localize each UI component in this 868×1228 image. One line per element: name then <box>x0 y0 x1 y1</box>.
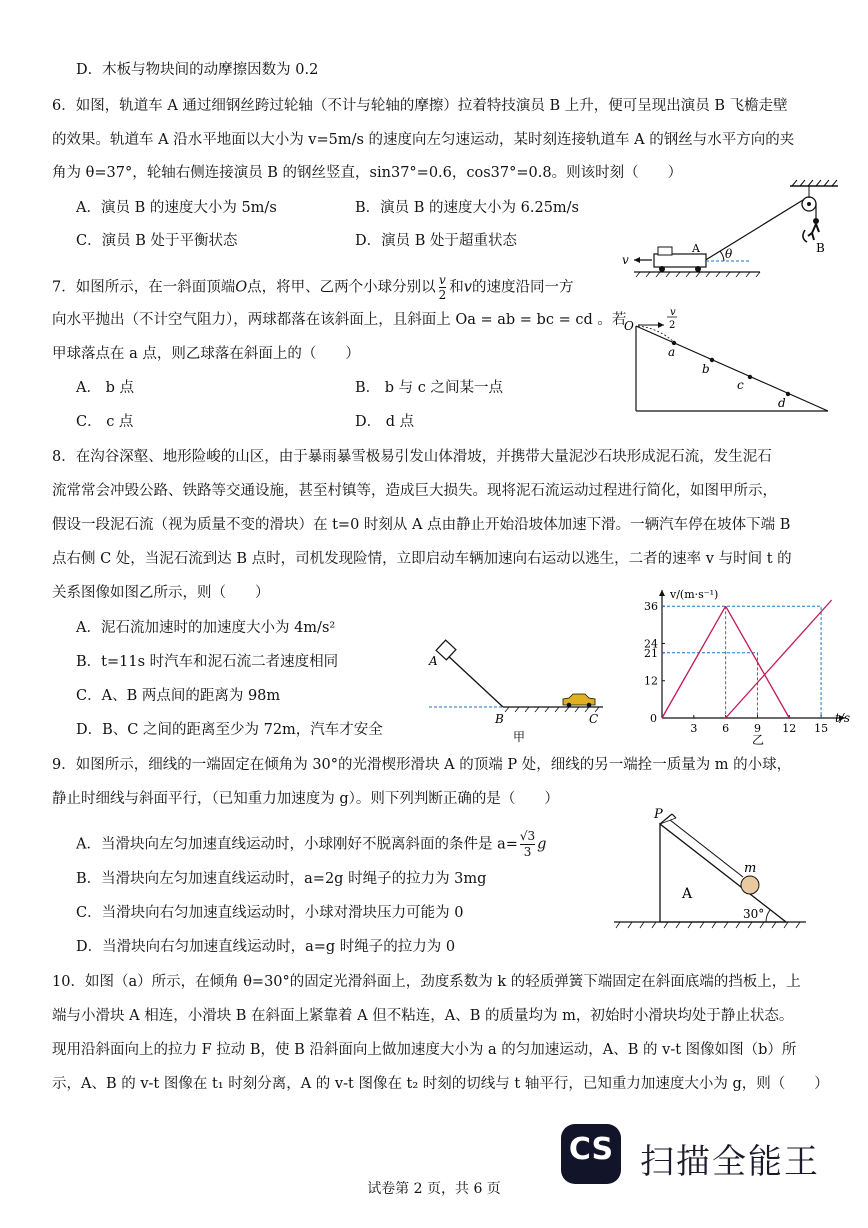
q7-stem-line3: 甲球落点在 a 点，则乙球落在斜面上的（ ） <box>52 346 360 362</box>
x-tick-label: 15 <box>814 722 829 735</box>
q10-stem-line4: 示，A、B 的 v-t 图像在 t₁ 时刻分离，A 的 v-t 图像在 t₂ 时刻的切线与 t 轴平行，已知重力加速度大小为 g，则（ ） <box>52 1076 829 1092</box>
q7-fig-O: O <box>624 319 634 333</box>
q8-figure-jia <box>425 635 615 745</box>
y-tick-label: 12 <box>644 674 658 688</box>
y-tick-label: 21 <box>644 646 658 660</box>
q9-option-c: C．当滑块向右匀加速直线运动时，小球对滑块压力可能为 0 <box>76 905 464 921</box>
q8-option-d: D．B、C 之间的距离至少为 72m，汽车才安全 <box>76 722 383 738</box>
q7-v: v <box>463 279 472 296</box>
q10-stem-line3: 现用沿斜面向上的拉力 F 拉动 B，使 B 沿斜面向上做加速度大小为 a 的匀加速运动，A、B 的 v-t 图像如图（b）所 <box>52 1042 797 1058</box>
q8-option-a: A．泥石流加速时的加速度大小为 4m/s² <box>76 620 336 636</box>
series-line-1 <box>662 606 726 718</box>
q9-fig-m: m <box>744 861 757 876</box>
q7-fig-a: a <box>668 345 676 359</box>
q9-option-d: D．当滑块向右匀加速直线运动时，a=g 时绳子的拉力为 0 <box>76 939 456 955</box>
mudflow-block <box>436 640 456 660</box>
q7-option-b: B． b 与 c 之间某一点 <box>355 380 503 396</box>
q7-text-1d: 的速度沿同一方 <box>471 279 574 296</box>
q6-option-d: D．演员 B 处于超重状态 <box>355 233 517 249</box>
q8-stem-line4: 点右侧 C 处，当泥石流到达 B 点时，司机发现险情，立即启动车辆加速向右运动以逃生，二者的速率 v 与时间 t 的 <box>52 551 792 567</box>
q7-text-1a: 7．如图所示，在一斜面顶端 <box>52 279 236 296</box>
q7-fraction <box>439 273 447 302</box>
q9-fig-A: A <box>682 886 693 902</box>
q9-option-b: B．当滑块向左匀加速直线运动时，a=2g 时绳子的拉力为 3mg <box>76 871 487 887</box>
q9-fig-angle: 30° <box>743 907 765 921</box>
x-tick-label: 3 <box>690 722 698 735</box>
x-tick-label: 6 <box>722 722 730 735</box>
q7-option-d: D． d 点 <box>355 414 415 430</box>
q7-frac-den: 2 <box>438 288 447 302</box>
q6-option-c: C．演员 B 处于平衡状态 <box>76 233 238 249</box>
q8-fig-caption-jia: 甲 <box>513 730 526 744</box>
wedge-a <box>660 824 786 922</box>
q8-stem-line3: 假设一段泥石流（视为质量不变的滑块）在 t=0 时刻从 A 点由静止开始沿坡体加速下滑。一辆汽车停在坡体下端 B <box>52 517 791 533</box>
camscanner-logo-text: CS <box>568 1132 614 1167</box>
y-tick-label: 24 <box>644 637 658 651</box>
origin-label: 0 <box>650 712 657 725</box>
q7-stem-line2: 向水平抛出（不计空气阻力），两球都落在该斜面上，且斜面上 Oa = ab = bc = cd 。若 <box>52 312 627 328</box>
y-tick-label: 36 <box>644 600 658 614</box>
page-footer: 试卷第 2 页，共 6 页 <box>367 1181 501 1197</box>
guide-21 <box>662 653 757 718</box>
q6-option-b: B．演员 B 的速度大小为 6.25m/s <box>355 200 579 216</box>
q5-option-d: D．木板与物块间的动摩擦因数为 0.2 <box>76 62 319 78</box>
q10-stem-line2: 端与小滑块 A 相连，小滑块 B 在斜面上紧靠着 A 但不粘连，A、B 的质量均为 m，初始时小滑块均处于静止状态。 <box>52 1008 794 1024</box>
q9-option-a-text: A．当滑块向左匀加速直线运动时，小球刚好不脱离斜面的条件是 a= <box>76 836 518 853</box>
q8-stem-line2: 流常常会冲毁公路、铁路等交通设施，甚至村镇等，造成巨大损失。现将泥石流运动过程进行简化，如图甲所示， <box>52 483 777 499</box>
rail-car-a <box>654 254 706 267</box>
q7-fig-d: d <box>778 396 786 410</box>
q6-stem-line3: 角为 θ=37°，轮轴右侧连接演员 B 的钢丝竖直，sin37°=0.6，cos37°=0.8。则该时刻（ ） <box>52 165 683 181</box>
q8-fig-A: A <box>429 654 438 668</box>
q9-stem-line2: 静止时细线与斜面平行，（已知重力加速度为 g）。则下列判断正确的是（ ） <box>52 791 559 807</box>
x-axis-label: t/s <box>835 711 851 725</box>
q8-stem-line5: 关系图像如图乙所示，则（ ） <box>52 585 270 601</box>
q7-O: O <box>235 279 248 296</box>
q8-option-b: B．t=11s 时汽车和泥石流二者速度相同 <box>76 654 339 670</box>
q7-stem-line1 <box>52 273 573 302</box>
q6-figure <box>620 180 840 280</box>
car-icon <box>563 694 595 707</box>
q7-fig-v: v <box>670 307 676 318</box>
q7-fig-2: 2 <box>669 320 676 331</box>
q7-option-c: C． c 点 <box>76 414 134 430</box>
q8-fig-B: B <box>495 712 504 726</box>
q7-text-1b: 点，将甲、乙两个小球分别以 <box>247 279 436 296</box>
q8-fig-C: C <box>589 712 599 726</box>
q6-fig-label-b: B <box>816 241 825 255</box>
q8-stem-line1: 8．在沟谷深壑、地形险峻的山区，由于暴雨暴雪极易引发山体滑坡，并携带大量泥沙石块形成泥石流，发生泥石 <box>52 449 772 465</box>
q6-stem-line2: 的效果。轨道车 A 沿水平地面以大小为 v=5m/s 的速度向左匀速运动，某时刻连接轨道车 A 的钢丝与水平方向的夹 <box>52 132 795 148</box>
q6-option-a: A．演员 B 的速度大小为 5m/s <box>76 200 277 216</box>
q7-fig-b: b <box>702 362 710 376</box>
ball-m <box>741 876 759 894</box>
q6-fig-label-a: A <box>692 242 700 255</box>
camscanner-logo-icon <box>561 1124 621 1184</box>
chart-caption: 乙 <box>752 733 765 747</box>
x-tick-label: 12 <box>782 722 797 735</box>
q9-frac-num: √3 <box>519 829 536 843</box>
q7-option-a: A． b 点 <box>76 380 134 396</box>
performer-b-figure <box>803 218 819 242</box>
q9-fig-P: P <box>654 807 663 822</box>
y-axis-label: v/(m·s⁻¹) <box>670 588 719 601</box>
q9-option-a <box>76 829 546 860</box>
q7-text-1c: 和 <box>449 279 464 296</box>
q9-stem-line1: 9．如图所示，细线的一端固定在倾角为 30°的光滑楔形滑块 A 的顶端 P 处，细线的另一端拴一质量为 m 的小球， <box>52 757 792 773</box>
q8-chart-yi <box>640 590 860 745</box>
y-axis-arrow <box>659 590 665 596</box>
q10-stem-line1: 10．如图（a）所示，在倾角 θ=30°的固定光滑斜面上，劲度系数为 k 的轻质弹簧下端固定在斜面底端的挡板上，上 <box>52 974 801 990</box>
q6-fig-theta: θ <box>725 247 733 261</box>
q9-frac-den: 3 <box>523 845 532 859</box>
q8-option-c: C．A、B 两点间的距离为 98m <box>76 688 281 704</box>
q9-option-a-g: g <box>537 836 547 853</box>
q9-figure <box>610 807 810 935</box>
q7-fig-c: c <box>737 378 744 392</box>
q7-frac-num: v <box>439 273 446 287</box>
series-line-2 <box>726 606 790 718</box>
q6-fig-v: v <box>622 253 629 267</box>
camscanner-watermark-text: 扫描全能王 <box>640 1142 820 1182</box>
x-tick-label: 9 <box>753 722 761 735</box>
q7-figure <box>620 300 840 420</box>
q9-option-a-fraction <box>520 829 535 860</box>
q6-stem-line1: 6．如图，轨道车 A 通过细钢丝跨过轮轴（不计与轮轴的摩擦）拉着特技演员 B 上升，便可呈现出演员 B 飞檐走壁 <box>52 98 788 114</box>
